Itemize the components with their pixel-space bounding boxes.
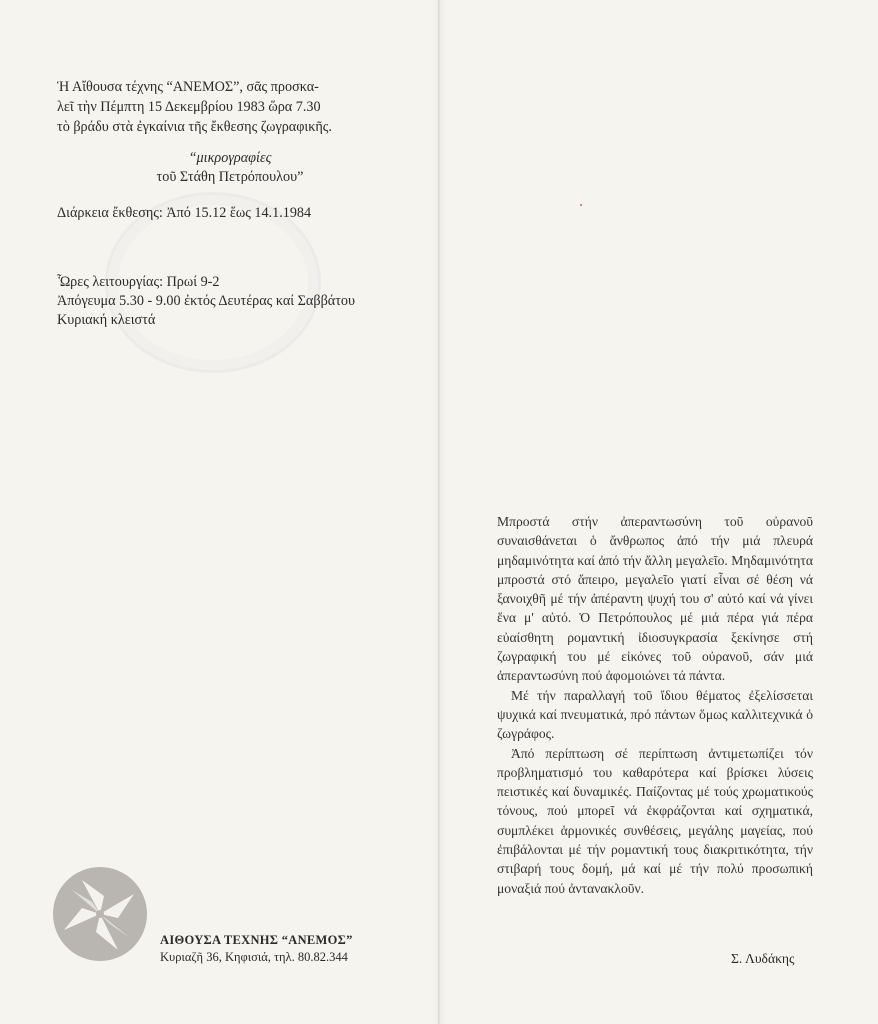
gallery-address: Κυριαζῆ 36, Κηφισιά, τηλ. 80.82.344 (160, 950, 348, 964)
essay-paragraph: Μπροστά στήν ἀπεραντωσύνη τοῦ οὐρανοῦ συναισθάνεται ὁ ἄνθρωπος ἀπό τήν μιά πλευρά μηδαμινότητα καί ἀπό τήν ἄλλη μεγαλεῖο. Μηδαμινότητα μπροστά στό ἄπειρο, μεγαλεῖο γιατί εἶναι σέ θέση νά ξανοιχθῆ μέ τήν ἀπέραντη ψυχή του σ' αὐτό καί νά γίνει ἕνα μ' αὐτό. Ὁ Πετρόπουλος μέ μιά πέρα γιά πέρα εὐαίσθητη ρομαντική ἰδιοσυγκρασία ξεκίνησε στή ζωγραφική του μέ εἰκόνες τοῦ οὐρανοῦ, σάν μιά ἀπεραντωσύνη πού ἀφομοιώνει τά πάντα. (497, 514, 813, 684)
hours-line: Κυριακή κλειστά (57, 312, 156, 328)
page-fold (438, 0, 440, 1024)
essay-paragraph: Ἀπό περίπτωση σέ περίπτωση ἀντιμετωπίζει τόν προβληματισμό του καθαρότερα καί βρίσκει λύσεις πειστικές καί δυναμικές. Παίζοντας μέ τούς χρωματικούς τόνους, πού μπορεῖ νά ἐκφράζονται καί σχηματικά, συμπλέκει ἁρμονικές συνθέσεις, μεγάλης μαγείας, πού ἐπιβάλονται μέ τήν ρομαντική τους διακριτικότητα, τήν στιβαρή τους δομή, μά καί μέ τήν πολύ προσωπική μοναξιά πού ἀντανακλοῦν. (497, 745, 813, 896)
invite-line: Ἡ Αἴθουσα τέχνης “ΑΝΕΜΟΣ”, σᾶς προσκα- (57, 79, 319, 95)
invite-line: λεῖ τὴν Πέμπτη 15 Δεκεμβρίου 1983 ὥρα 7.30 (57, 99, 321, 115)
exhibition-duration: Διάρκεια ἔκθεσης: Ἀπό 15.12 ἕως 14.1.1984 (57, 205, 312, 221)
hours-line: Ἀπόγευμα 5.30 - 9.00 ἐκτός Δευτέρας καί Σαββάτου (57, 293, 356, 309)
title-line: “μικρογραφίες (188, 150, 272, 166)
exhibition-title (120, 149, 340, 187)
invite-line: τὸ βράδυ στὰ ἐγκαίνια τῆς ἔκθεσης ζωγραφικῆς. (57, 119, 332, 135)
gallery-name: ΑΙΘΟΥΣΑ ΤΕΧΝΗΣ “ΑΝΕΜΟΣ” (160, 933, 353, 947)
opening-hours (57, 273, 355, 330)
ink-speck (580, 204, 582, 206)
invitation-text (57, 77, 437, 137)
critic-essay (497, 512, 813, 898)
title-line: τοῦ Στάθη Πετρόπουλου” (156, 169, 304, 185)
hours-line: Ὧρες λειτουργίας: Πρωί 9-2 (57, 274, 220, 290)
pinwheel-logo-icon (52, 866, 148, 962)
author-signature: Σ. Λυδάκης (731, 951, 795, 966)
essay-paragraph: Μέ τήν παραλλαγή τοῦ ἴδιου θέματος ἐξελίσσεται ψυχικά καί πνευματικά, πρό πάντων ὅμως καλλιτεχνικά ὁ ζωγράφος. (497, 687, 813, 742)
